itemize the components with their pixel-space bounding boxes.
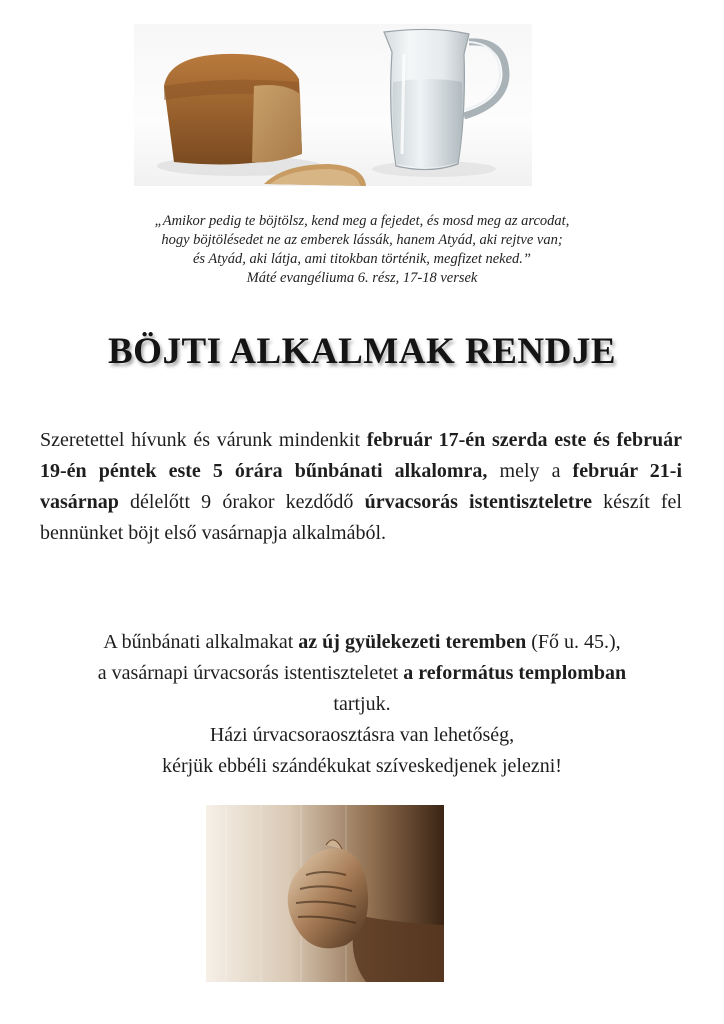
praying-hands-photo <box>206 805 444 982</box>
para2-line-5: kérjük ebbéli szándékukat szíveskedjenek jelezni! <box>162 755 562 777</box>
para2-line-1 <box>30 627 694 658</box>
para2-text-3: a vasárnapi úrvacsorás istentiszteletet <box>97 662 404 684</box>
quote-reference: Máté evangéliuma 6. rész, 17-18 versek <box>246 270 478 286</box>
quote-line-1: „Amikor pedig te böjtölsz, kend meg a fejedet, és mosd meg az arcodat, <box>154 213 570 229</box>
invitation-paragraph <box>40 425 682 549</box>
para2-bold-hall: az új gyülekezeti teremben <box>298 631 527 653</box>
para2-line-2 <box>30 658 694 689</box>
para2-line-3: tartjuk. <box>333 693 391 715</box>
para1-text-3: délelőtt 9 órakor kezdődő <box>118 491 365 513</box>
para2-text-2: (Fő u. 45.), <box>526 631 621 653</box>
bread-and-water-photo <box>134 24 532 186</box>
praying-hands-illustration <box>206 805 444 982</box>
para2-bold-church: a református templomban <box>403 662 627 684</box>
para1-text-2: mely a <box>487 460 573 482</box>
para2-text-1: A bűnbánati alkalmakat <box>103 631 299 653</box>
location-paragraph <box>30 627 694 782</box>
para1-text-4: készít fel bennünket böjt első vasárnapja alkalmából. <box>40 491 682 544</box>
page-title: BÖJTI ALKALMAK RENDJE <box>107 331 616 372</box>
para1-text-1: Szeretettel hívunk és várunk mindenkit <box>40 429 367 451</box>
quote-line-2: hogy böjtölésedet ne az emberek lássák, hanem Atyád, aki rejtve van; <box>161 232 563 248</box>
para1-bold-service: úrvacsorás istentiszteletre <box>364 491 592 513</box>
bread-and-water-illustration <box>134 24 532 186</box>
para2-line-4: Házi úrvacsoraosztásra van lehetőség, <box>209 724 515 746</box>
para1-bold-dates: február 17-én szerda este és február 19-én péntek este 5 órára bűnbánati alkalomra, <box>40 429 682 482</box>
para1-bold-sunday: február 21-i vasárnap <box>40 460 682 513</box>
bible-quote <box>60 212 664 288</box>
quote-line-3: és Atyád, aki látja, ami titokban történik, megfizet neked.” <box>192 251 531 267</box>
